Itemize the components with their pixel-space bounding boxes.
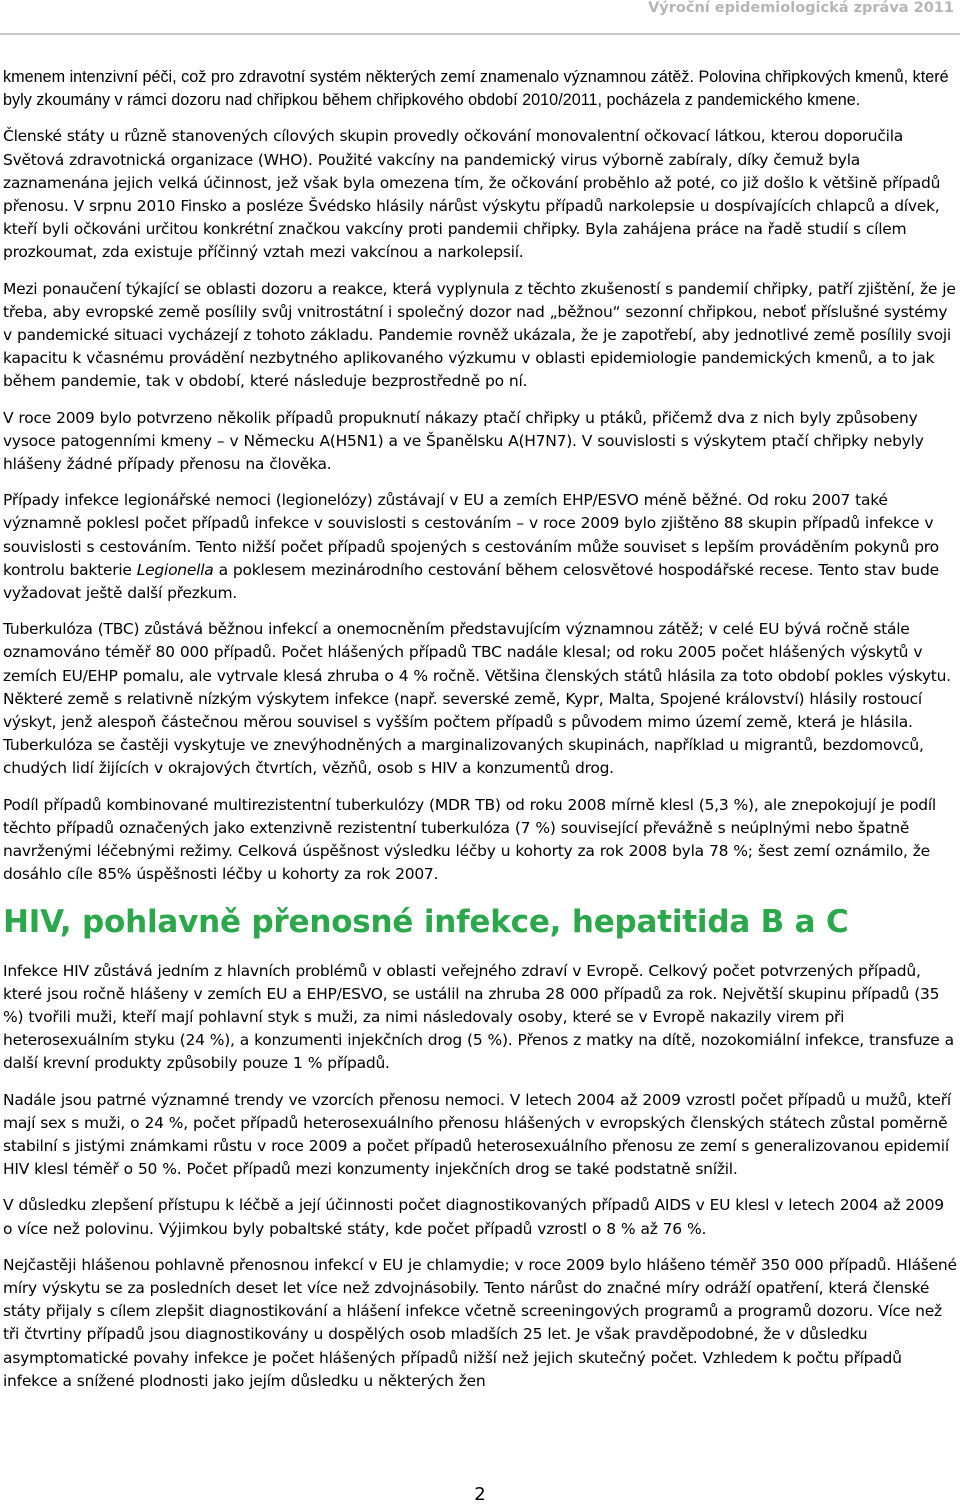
legionella-term: Legionella — [136, 560, 214, 579]
legionellosis-text-end: a poklesem mezinárodního cestování během celosvětové hospodářské recese. Tento stav bude vyžadovat ještě další přezkum. — [3, 560, 939, 603]
paragraph-lessons-learned: Mezi ponaučení týkající se oblasti dozoru a reakce, která vyplynula z těchto zkušeností s pandemií chřipky, patří zjištění, že je třeba, aby evropské země posílily svůj vnitrostátní i společný dozor nad „běžnou“ sezonní chřipkou, neboť příslušné systémy v pandemické situaci vycházejí z tohoto základu. Pandemie rovněž ukázala, že je zapotřebí, aby jednotlivé země posílily svoji kapacitu k včasnému provádění nezbytného aplikovaného výzkumu v oblasti epidemiologie pandemických kmenů, a to jak během pandemie, tak v období, které následuje bezprostředně po ní. — [3, 279, 956, 391]
running-header: Výroční epidemiologická zpráva 2011 — [648, 0, 954, 16]
paragraph-transmission-trends: Nadále jsou patrné významné trendy ve vzorcích přenosu nemoci. V letech 2004 až 2009 vzrostl počet případů u mužů, kteří mají sex s muži, o 24 %, počet případů heterosexuálního přenosu hlášených v evropských členských státech zůstal poměrně stabilní s jistými známkami růstu v roce 2009 a počet případů heterosexuálního přenosu ze zemí s generalizovanou epidemií HIV klesl téměř o 50 %. Počet případů mezi konzumenty injekčních drog se také podstatně snížil. — [3, 1090, 951, 1179]
paragraph-avian-influenza: V roce 2009 bylo potvrzeno několik případů propuknutí nákazy ptačí chřipky u ptáků, přičemž dva z nich byly způsobeny vysoce patogenními kmeny – v Německu A(H5N1) a ve Španělsku A(H7N7). V souvislosti s výskytem ptačí chřipky nebyly hlášeny žádné případy přenosu na člověka. — [3, 408, 924, 474]
section-heading: HIV, pohlavně přenosné infekce, hepatitida B a C — [3, 903, 849, 940]
header-divider — [0, 33, 960, 35]
paragraph-mdr-tb: Podíl případů kombinované multirezistentní tuberkulózy (MDR TB) od roku 2008 mírně klesl (5,3 %), ale znepokojují je podíl těchto případů označených jako extenzivně rezistentní tuberkulóza (7 %) související převážně s neúplnými nebo špatně navrženými léčebnými režimy. Celková úspěšnost výsledku léčby u kohorty za rok 2008 byla 78 %; šest zemí oznámilo, že dosáhlo cíle 85% úspěšnosti léčby u kohorty za rok 2007. — [3, 795, 936, 884]
paragraph-tuberculosis: Tuberkulóza (TBC) zůstává běžnou infekcí a onemocněním představujícím významnou zátěž; v celé EU bývá ročně stále oznamováno téměř 80 000 případů. Počet hlášených případů TBC nadále klesal; od roku 2005 počet hlášených výskytů v zemích EU/EHP pomalu, ale vytrvale klesá zhruba o 4 % ročně. Většina členských států hlásila za toto období pokles výskytu. Některé země s relativně nízkým výskytem infekce (např. severské země, Kypr, Malta, Spojené království) hlásily rostoucí výskyt, jenž alespoň částečnou měrou souvisel s vyšším počtem případů s původem mimo území země, která je hlásila. Tuberkulóza se častěji vyskytuje ve znevýhodněných a marginalizovaných skupinách, například u migrantů, bezdomovců, chudých lidí žijících v okrajových čtvrtích, vězňů, osob s HIV a konzumentů drog. — [3, 620, 951, 778]
paragraph-chlamydia: Nejčastěji hlášenou pohlavně přenosnou infekcí v EU je chlamydie; v roce 2009 bylo hlášeno téměř 350 000 případů. Hlášené míry výskytu se za posledních deset let více než zdvojnásobily. Tento nárůst do značné míry odráží opatření, která členské státy přijaly s cílem zlepšit diagnostikování a hlášení infekce včetně screeningových programů a programů dozoru. Více než tři čtvrtiny případů jsou diagnostikovány u dospělých osob mladších 25 let. Je však pravděpodobné, že v důsledku asymptomatické povahy infekce je počet hlášených případů nižší než jejich skutečný počet. Vzhledem k počtu případů infekce a snížené plodnosti jako jejím důsledku u některých žen — [3, 1255, 957, 1390]
paragraph-aids: V důsledku zlepšení přístupu k léčbě a její účinnosti počet diagnostikovaných případů AIDS v EU klesl v letech 2004 až 2009 o více než polovinu. Výjimkou byly pobaltské státy, kde počet případů vzrostl o 8 % až 76 %. — [3, 1196, 944, 1238]
paragraph-hiv: Infekce HIV zůstává jedním z hlavních problémů v oblasti veřejného zdraví v Evropě. Celkový počet potvrzených případů, které jsou ročně hlášeny v zemích EU a EHP/ESVO, se ustálil na zhruba 28 000 případů za rok. Největší skupinu případů (35 %) tvořili muži, kteří mají pohlavní styk s muži, za nimi následovaly osoby, které se v Evropě nakazily virem při heterosexuálním styku (24 %), a konzumenti injekčních drog (5 %). Přenos z matky na dítě, nozokomiální infekce, transfuze a další krevní produkty způsobily pouze 1 % případů. — [3, 961, 954, 1073]
document-body — [3, 66, 957, 1406]
paragraph-legionellosis — [3, 489, 957, 605]
paragraph-vaccination: Členské státy u různě stanovených cílových skupin provedly očkování monovalentní očkovací látkou, kterou doporučila Světová zdravotnická organizace (WHO). Použité vakcíny na pandemický virus výborně zabíraly, díky čemuž byla zaznamenána jejich velká účinnost, jež však byla omezena tím, že očkování proběhlo až poté, co již došlo k většině případů přenosu. V srpnu 2010 Finsko a posléze Švédsko hlásily nárůst výskytu případů narkolepsie u dospívajících chlapců a dívek, kteří byli očkováni určitou konkrétní značkou vakcíny proti pandemii chřipky. Byla zahájena práce na řadě studií s cílem prozkoumat, zda existuje příčinný vztah mezi vakcínou a narkolepsií. — [3, 127, 941, 262]
page-number: 2 — [474, 1484, 486, 1505]
legionellosis-text-start: Případy infekce legionářské nemoci (legionelózy) zůstávají v EU a zemích EHP/ESVO méně běžné. Od roku 2007 také významně poklesl počet případů infekce v souvislosti s cestováním – v roce 2009 bylo zjištěno 88 skupin případů infekce v souvislosti s cestováním. Tento nižší počet případů spojených s cestováním může souviset s lepším prováděním pokynů pro kontrolu bakterie — [3, 491, 939, 579]
paragraph-influenza-strains: kmenem intenzivní péči, což pro zdravotní systém některých zemí znamenalo významnou zátěž. Polovina chřipkových kmenů, které byly zkoumány v rámci dozoru nad chřipkou během chřipkového období 2010/2011, pocházela z pandemického kmene. — [3, 68, 949, 110]
